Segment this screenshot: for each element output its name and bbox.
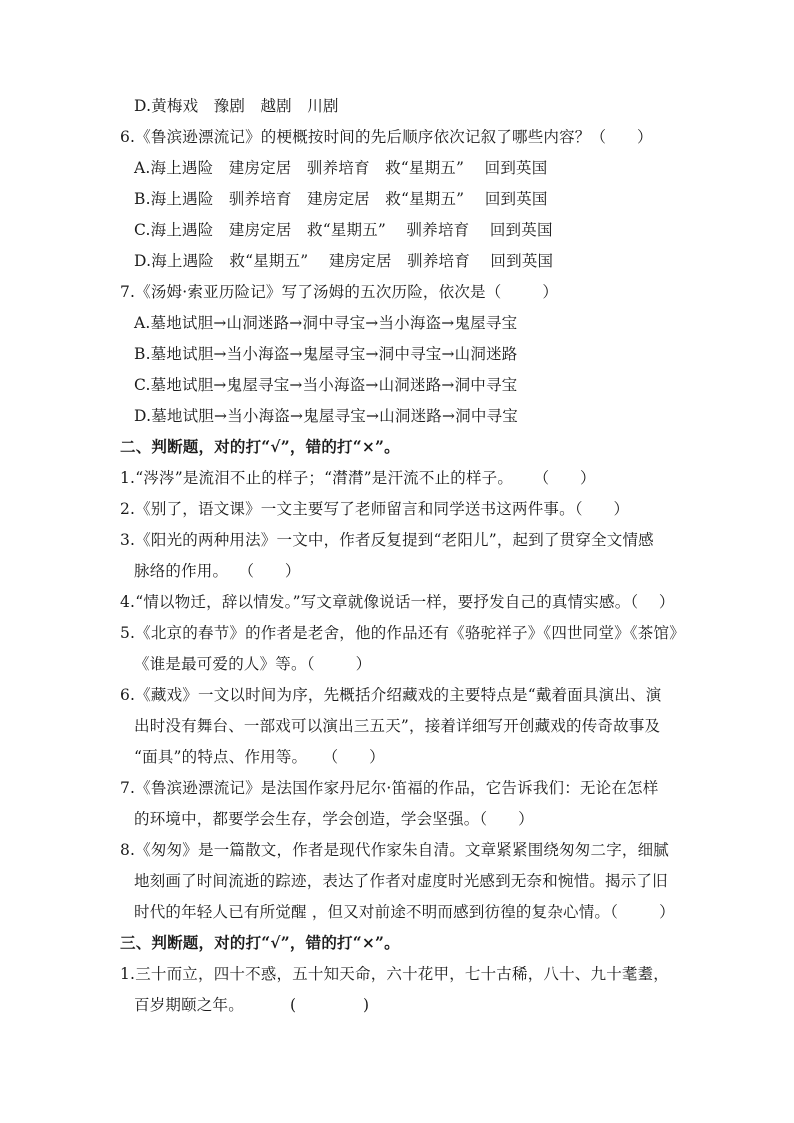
q6-stem: 6.《鲁滨逊漂流记》的梗概按时间的先后顺序依次记叙了哪些内容？（ ）: [120, 128, 653, 146]
judge-item-2: 2.《别了，语文课》一文主要写了老师留言和同学送书这两件事。（ ）: [120, 500, 630, 518]
judge-item-3: 3.《阳光的两种用法》一文中，作者反复提到“老阳儿”，起到了贯穿全文情感: [120, 531, 654, 549]
judge-item-8-cont1: 地刻画了时间流逝的踪迹，表达了作者对虚度时光感到无奈和惋惜。揭示了旧: [134, 872, 668, 890]
judge-item-1: 1.“涔涔”是流泪不止的样子；“潸潸”是汗流不止的样子。 （ ）: [120, 469, 596, 487]
section-3-heading: 三、判断题，对的打“√”，错的打“×”。: [120, 933, 400, 952]
q7-option-d: D.墓地试胆→当小海盗→鬼屋寻宝→山洞迷路→洞中寻宝: [134, 407, 518, 425]
judge3-item-1: 1.三十而立，四十不惑，五十知天命，六十花甲，七十古稀，八十、九十耄耋，: [120, 965, 669, 983]
judge-item-7-cont: 的环境中，都要学会生存，学会创造，学会坚强。（ ）: [134, 810, 534, 828]
judge-item-6-cont1: 出时没有舞台、一部戏可以演出三五天”，接着详细写开创藏戏的传奇故事及: [134, 717, 661, 735]
judge-item-8: 8.《匆匆》是一篇散文，作者是现代作家朱自清。文章紧紧围绕匆匆二字，细腻: [120, 841, 669, 859]
judge-item-5: 5.《北京的春节》的作者是老舍，他的作品还有《骆驼祥子》《四世同堂》《茶馆》: [120, 624, 685, 642]
q7-option-c: C.墓地试胆→鬼屋寻宝→当小海盗→山洞迷路→洞中寻宝: [134, 376, 518, 394]
judge-item-6: 6.《藏戏》一文以时间为序，先概括介绍藏戏的主要特点是“戴着面具演出、演: [120, 686, 662, 704]
q6-option-b: B.海上遇险 驯养培育 建房定居 救“星期五” 回到英国: [134, 190, 548, 208]
q6-option-d: D.海上遇险 救“星期五” 建房定居 驯养培育 回到英国: [134, 252, 554, 270]
q6-option-a: A.海上遇险 建房定居 驯养培育 救“星期五” 回到英国: [134, 159, 548, 177]
q7-option-b: B.墓地试胆→当小海盗→鬼屋寻宝→洞中寻宝→山洞迷路: [134, 345, 518, 363]
judge-item-8-cont2: 时代的年轻人已有所觉醒 ，但又对前途不明而感到彷徨的复杂心情。（ ）: [134, 903, 675, 921]
judge-item-4: 4.“情以物迁，辞以情发。”写文章就像说话一样，要抒发自己的真情实感。（ ）: [120, 593, 675, 611]
q7-option-a: A.墓地试胆→山洞迷路→洞中寻宝→当小海盗→鬼屋寻宝: [134, 314, 518, 332]
judge-item-3-cont: 脉络的作用。 （ ）: [134, 562, 301, 580]
q7-stem: 7.《汤姆·索亚历险记》写了汤姆的五次历险，依次是（ ）: [120, 283, 559, 301]
judge-item-6-cont2: “面具”的特点、作用等。 （ ）: [134, 748, 385, 766]
judge3-item-1-cont: 百岁期颐之年。 ( ): [134, 996, 370, 1014]
q5-option-d: D.黄梅戏 豫剧 越剧 川剧: [134, 97, 339, 115]
judge-item-5-cont: 《谁是最可爱的人》等。（ ）: [134, 655, 372, 673]
judge-item-7: 7.《鲁滨逊漂流记》是法国作家丹尼尔·笛福的作品，它告诉我们：无论在怎样: [120, 779, 659, 797]
section-2-heading: 二、判断题，对的打“√”，错的打“×”。: [120, 437, 400, 456]
q6-option-c: C.海上遇险 建房定居 救“星期五” 驯养培育 回到英国: [134, 221, 553, 239]
